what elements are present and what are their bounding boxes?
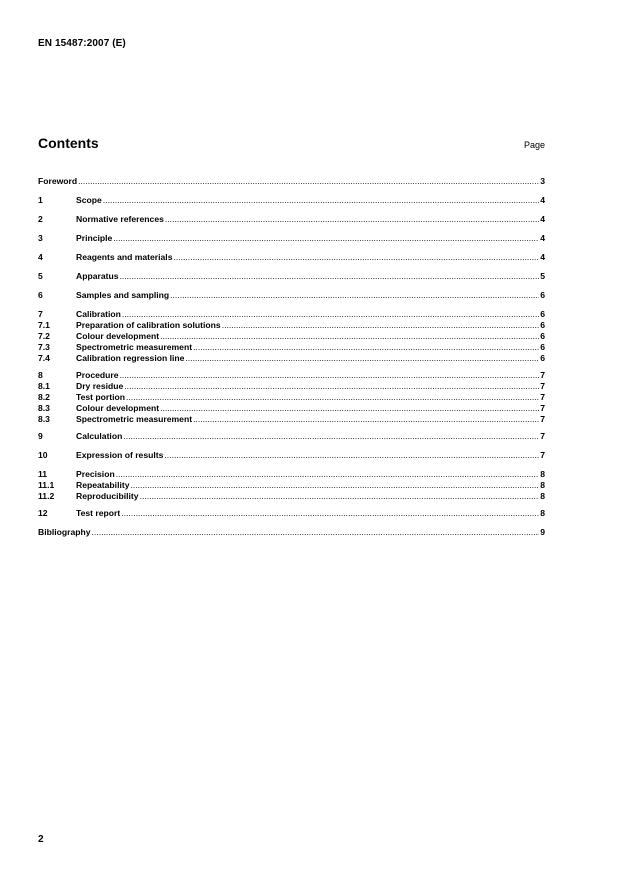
toc-entry-11-2[interactable] [38,491,545,502]
dot-leader [103,195,539,206]
dot-leader [160,403,539,414]
toc-entry-number: 7.2 [38,331,50,341]
dot-leader [131,480,540,491]
toc-entry-samples[interactable] [38,290,545,301]
toc-entry-test-report[interactable] [38,508,545,519]
toc-entry-calculation[interactable] [38,431,545,442]
toc-entry-number: 9 [38,431,43,441]
dot-leader [222,320,540,331]
toc-entry-title: Precision [76,469,115,479]
toc-entry-7-1[interactable] [38,320,545,331]
toc-entry-11-1[interactable] [38,480,545,491]
page-column-label: Page [523,140,545,150]
toc-entry-page: 7 [540,392,545,402]
toc-entry-page: 7 [540,403,545,413]
toc-entry-page: 8 [540,480,545,490]
toc-group-principle [38,233,545,244]
toc-entry-principle[interactable] [38,233,545,244]
dot-leader [120,370,540,381]
toc-entry-title: Procedure [76,370,119,380]
toc-group-test-report [38,508,545,519]
toc-group-calculation [38,431,545,442]
toc-entry-number: 11.2 [38,491,55,501]
toc-entry-number: 7.4 [38,353,50,363]
dot-leader [92,527,540,538]
toc-entry-apparatus[interactable] [38,271,545,282]
toc-entry-page: 7 [540,431,545,441]
toc-entry-expression[interactable] [38,450,545,461]
toc-entry-title: Repeatability [76,480,130,490]
toc-entry-8-3-spectrometric[interactable] [38,414,545,425]
contents-heading: Contents [38,135,99,151]
toc-entry-foreword[interactable] [38,176,545,187]
toc-entry-title: Principle [76,233,113,243]
toc-entry-scope[interactable] [38,195,545,206]
toc-entry-title: Expression of results [76,450,164,460]
toc-entry-page: 7 [540,381,545,391]
toc-entry-page: 6 [540,331,545,341]
toc-entry-title: Normative references [76,214,164,224]
toc-group-expression [38,450,545,461]
toc-group-calibration [38,309,545,364]
toc-entry-procedure[interactable] [38,370,545,381]
dot-leader [113,233,539,244]
dot-leader [124,381,539,392]
toc-entry-number: 8.3 [38,414,50,424]
toc-group-scope [38,195,545,206]
toc-entry-number: 7.3 [38,342,50,352]
toc-entry-title: Test report [76,508,121,518]
toc-entry-number: 5 [38,271,43,281]
dot-leader [193,414,539,425]
toc-entry-page: 4 [540,214,545,224]
toc-entry-number: 8.3 [38,403,50,413]
dot-leader [170,290,539,301]
toc-entry-8-3-colour[interactable] [38,403,545,414]
toc-entry-number: 11.1 [38,480,55,490]
dot-leader [193,342,539,353]
dot-leader [126,392,539,403]
toc-entry-title: Apparatus [76,271,119,281]
toc-entry-number: 10 [38,450,48,460]
toc-entry-page: 6 [540,353,545,363]
toc-entry-title: Colour development [76,403,160,413]
toc-entry-page: 3 [540,176,545,186]
toc-entry-title: Colour development [76,331,160,341]
toc-entry-page: 6 [540,309,545,319]
toc-entry-number: 3 [38,233,43,243]
toc-entry-8-1[interactable] [38,381,545,392]
toc-entry-title: Calibration regression line [76,353,185,363]
toc-entry-title: Spectrometric measurement [76,414,193,424]
toc-group-normative-references [38,214,545,225]
dot-leader [165,214,539,225]
toc-entry-page: 5 [540,271,545,281]
toc-entry-number: 12 [38,508,48,518]
toc-entry-title: Scope [76,195,102,205]
toc-entry-page: 7 [540,414,545,424]
toc-entry-precision[interactable] [38,469,545,480]
toc-entry-page: 8 [540,491,545,501]
toc-group-samples [38,290,545,301]
toc-entry-number: 8.1 [38,381,50,391]
toc-entry-title: Calibration [76,309,121,319]
toc-entry-title: Test portion [76,392,126,402]
toc-entry-title: Calculation [76,431,123,441]
toc-entry-calibration[interactable] [38,309,545,320]
toc-entry-page: 6 [540,290,545,300]
toc-entry-7-4[interactable] [38,353,545,364]
toc-entry-normative-references[interactable] [38,214,545,225]
dot-leader [164,450,539,461]
toc-entry-title: Bibliography [38,527,91,537]
toc-entry-8-2[interactable] [38,392,545,403]
toc-group-bibliography [38,527,545,538]
dot-leader [122,309,539,320]
toc-entry-number: 8 [38,370,43,380]
toc-entry-title: Dry residue [76,381,124,391]
toc-entry-reagents[interactable] [38,252,545,263]
toc-entry-number: 7.1 [38,320,50,330]
toc-group-reagents [38,252,545,263]
toc-entry-number: 11 [38,469,48,479]
toc-entry-page: 8 [540,469,545,479]
toc-entry-page: 4 [540,233,545,243]
toc-entry-number: 7 [38,309,43,319]
toc-group-apparatus [38,271,545,282]
dot-leader [185,353,539,364]
toc-entry-title: Foreword [38,176,78,186]
toc-entry-title: Reproducibility [76,491,139,501]
toc-entry-number: 6 [38,290,43,300]
dot-leader [78,176,539,187]
toc-entry-7-2[interactable] [38,331,545,342]
toc-entry-title: Spectrometric measurement [76,342,193,352]
toc-entry-title: Preparation of calibration solutions [76,320,221,330]
page-number: 2 [38,834,44,845]
dot-leader [123,431,539,442]
toc-entry-title: Reagents and materials [76,252,173,262]
toc-entry-page: 4 [540,252,545,262]
toc-entry-number: 8.2 [38,392,50,402]
toc-entry-number: 1 [38,195,43,205]
toc-group-precision [38,469,545,502]
dot-leader [121,508,539,519]
toc-entry-page: 8 [540,508,545,518]
toc-entry-page: 6 [540,342,545,352]
toc-entry-page: 7 [540,450,545,460]
dot-leader [116,469,540,480]
toc-entry-number: 4 [38,252,43,262]
toc-entry-bibliography[interactable] [38,527,545,538]
toc-entry-page: 7 [540,370,545,380]
dot-leader [120,271,540,282]
toc-entry-number: 2 [38,214,43,224]
toc-entry-page: 9 [540,527,545,537]
toc-entry-title: Samples and sampling [76,290,170,300]
document-header: EN 15487:2007 (E) [38,38,126,49]
toc-group-foreword [38,176,545,187]
toc-entry-7-3[interactable] [38,342,545,353]
dot-leader [140,491,540,502]
toc-entry-page: 4 [540,195,545,205]
dot-leader [160,331,539,342]
table-of-contents [38,176,545,546]
toc-group-procedure [38,370,545,425]
dot-leader [173,252,539,263]
toc-entry-page: 6 [540,320,545,330]
